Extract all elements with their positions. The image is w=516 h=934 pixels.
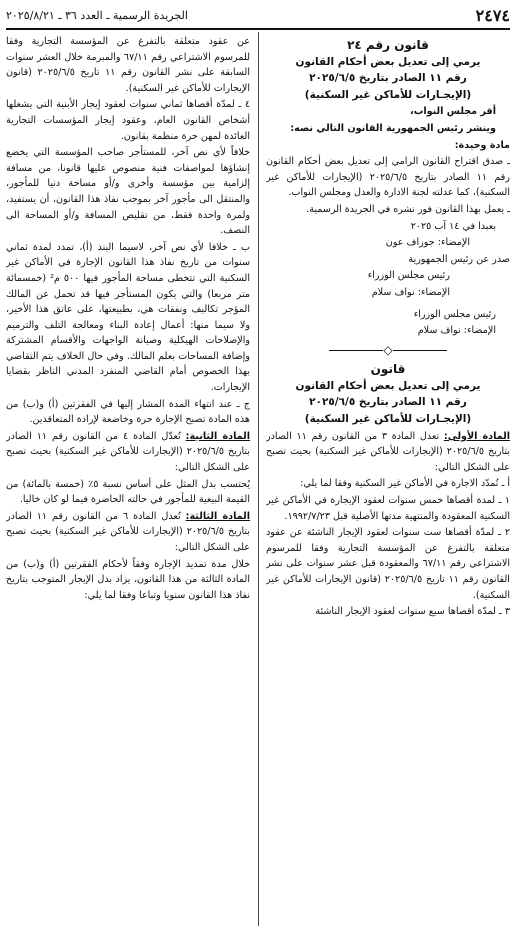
law-title-line3: (الإيجـارات للأماكن غير السكنية) xyxy=(304,413,472,426)
article-paragraph: أ ـ تُمدّد الاجارة في الأماكن غير السكنية وفقا لما يلي: xyxy=(300,478,510,490)
enactment-line2: وينشر رئيس الجمهورية القانون التالي نصه: xyxy=(290,122,496,134)
gazette-title: الجريدة الرسمية ـ العدد ٣٦ ـ ٢٠٢٥/٨/٢١ xyxy=(6,8,188,22)
article-label: المادة الثالثة: xyxy=(185,510,250,522)
article-text: تُعدل المادة ٦ من القانون رقم ١١ الصادر بتاريخ ٢٠٢٥/٦/٥ (الإيجارات للأماكن غير السكنية) بحيث تصبح على الشكل التالي: xyxy=(6,510,250,553)
article-paragraph: ج ـ عند انتهاء المدة المشار إليها في الفقرتين (أ) و(ب) من هذه المادة تصبح الإجارة حرة وخاضعة لإرادة المتعاقدين. xyxy=(6,398,250,426)
single-article-label: مادة وحيدة: xyxy=(454,139,510,151)
article-text: تعدل المادة ٣ من القانون رقم ١١ الصادر بتاريخ ٢٠٢٥/٦/٥ (الإيجارات للأماكن غير السكنية) بحيث تصبح على الشكل التالي: xyxy=(266,430,510,473)
issued-by: صدر عن رئيس الجمهورية xyxy=(408,253,510,265)
section-divider: ◇ xyxy=(266,343,510,359)
article-label: المادة الثانية: xyxy=(185,430,250,442)
page-number: ٢٤٧٤ xyxy=(475,5,510,25)
article-label: المادة الأولى: xyxy=(443,430,510,442)
law-number: قانون رقم ٢٤ xyxy=(347,38,429,52)
enactment-line1: أقر مجلس النواب، xyxy=(410,106,496,118)
article-paragraph: ـ صدق اقتراح القانون الرامي إلى تعديل بعض أحكام القانون رقم ١١ الصادر بتاريخ ٢٠٢٥/٦/٥ (الإيجارات للأماكن غير السكنية)، كما عدلته لجنة الادارة والعدل ومجلس النواب. xyxy=(266,156,510,199)
page-header xyxy=(6,4,510,26)
signature: الإمضاء: نواف سلام xyxy=(371,286,450,298)
prime-minister-title: رئيس مجلس الوزراء xyxy=(367,270,450,282)
left-column xyxy=(6,34,250,928)
law-title-line2: رقم ١١ الصادر بتاريخ ٢٠٢٥/٦/٥ xyxy=(309,72,467,85)
article-1 xyxy=(266,429,510,476)
prime-minister-title: رئيس مجلس الوزراء xyxy=(413,308,496,320)
article-paragraph: ٢ ـ لمدّة أقصاها ست سنوات لعقود الإيجار الناشئة عن عقود متعلقة بالتفرغ عن المؤسسة التجارية وفقا للمرسوم الاشتراعي رقم ٦٧/١١ والمعقودة قبل عشر سنوات على نشر القانون رقم ١١ تاريخ ٢٠٢٥/٦/٥ (قانون الإيجارات للأماكن غير السكنية). xyxy=(266,527,510,601)
law-title-line2: رقم ١١ الصادر بتاريخ ٢٠٢٥/٦/٥ xyxy=(309,396,467,409)
article-paragraph: ب ـ خلافا لأي نص آخر، لاسيما البند (أ)، تمدد لمدة ثماني سنوات من تاريخ نفاذ هذا القانون الإجارة في الأماكن غير السكنية التي تتخطى مساحة المأجور فيها ٥٠٠ م² (خمسمائة متر مربعا) والتي يكون المستأجر فيها قد تحمل عن المالك المؤجر تكاليف ونفقات هي، بطبيعتها، على عاتق هذا الأخير، ولا سيما منها: أعمال إعادة البناء ومعالجة التلف والترميم والإصلاحات الهيكلية وصيانة الواجهات والأقسام المشتركة وإضافة المساحات بعلم المالك. وفي حال الخلاف يتم التقاضي بهذا الخصوص أمام القاضي المنفرد المدني الناظر بقضايا الإيجارات. xyxy=(6,241,250,394)
article-2 xyxy=(6,429,250,476)
right-column xyxy=(266,34,510,928)
article-paragraph: ١ ـ لمدة أقصاها خمس سنوات لعقود الإيجارة في الأماكن غير السكنية المعقودة والمنتهية مدتها الأصلية قبل ١٩٩٢/٧/٢٣. xyxy=(266,495,510,522)
article-paragraph: ٤ ـ لمدّة أقصاها ثماني سنوات لعقود إيجار الأبنية التي يشغلها أشخاص القانون العام، وعقود إيجار المؤسسات التجارية العائدة لمهن حرة منظمة بقانون. xyxy=(6,99,250,142)
column-separator xyxy=(258,32,259,926)
article-3 xyxy=(6,509,250,556)
article-text: تُعدّل المادة ٤ من القانون رقم ١١ الصادر بتاريخ ٢٠٢٥/٦/٥ (الإيجارات للأماكن غير السكنية) بحيث تصبح على الشكل التالي: xyxy=(6,430,250,474)
article-paragraph: خلافاً لأي نص آخر، للمستأجر صاحب المؤسسة التي يخضع إنشاؤها لمواصفات فنية منصوص عليها قانونا، من مسافة إلزامية بين مؤسسة وأخرى و/أو مساحة دنيا للمأجور، والمنتقل الى مأجور آخر بموجب نفاذ هذا القانون، أن يستفيد، ولمرة واحدة فقط، من تقليص المسافة و/أو المساحة الى النصف. xyxy=(6,147,250,237)
article-paragraph: ٣ ـ لمدّة أقصاها سبع سنوات لعقود الإيجار الناشئة xyxy=(315,606,510,618)
law-title-line1: يرمي إلى تعديل بعض أحكام القانون xyxy=(295,55,481,68)
signing-date: بعبدا في ١٤ آب ٢٠٢٥ xyxy=(410,220,496,232)
law-title-line3: (الإيجـارات للأماكن غير السكنية) xyxy=(304,88,472,101)
article-paragraph: عن عقود متعلقة بالتفرغ عن المؤسسة التجارية وفقا للمرسوم الاشتراعي رقم ٦٧/١١ والمبرمة خلال العشر سنوات السابقة على نشر القانون رقم ١١ تاريخ ٢٠٢٥/٦/٥ (قانون الإيجارات للأماكن غير السكنية). xyxy=(6,36,250,94)
signature: الإمضاء: جوزاف عون xyxy=(385,237,470,249)
law-title-line1: يرمي إلى تعديل بعض أحكام القانون xyxy=(295,379,481,392)
signature: الإمضاء: نواف سلام xyxy=(417,325,496,337)
law-heading: قانون xyxy=(370,362,406,377)
article-paragraph: ـ يعمل بهذا القانون فور نشره في الجريدة الرسمية. xyxy=(306,203,510,215)
article-paragraph: خلال مدة تمديد الإجارة وفقاً لأحكام الفقرتين (أ) و(ب) من المادة الثالثة من هذا القانون، يزاد بدل الإيجار المتوجب بتاريخ نفاذ هذا القانون سنويا وتباعا وفقا لما يلي: xyxy=(6,558,250,601)
header-rule xyxy=(6,28,510,30)
article-paragraph: يُحتسب بدل المثل على أساس نسبة ٥٪ (خمسة بالمائة) من القيمة البيعية للمأجور في حالته الحاضرة فيما لو كان خاليا. xyxy=(6,478,250,506)
